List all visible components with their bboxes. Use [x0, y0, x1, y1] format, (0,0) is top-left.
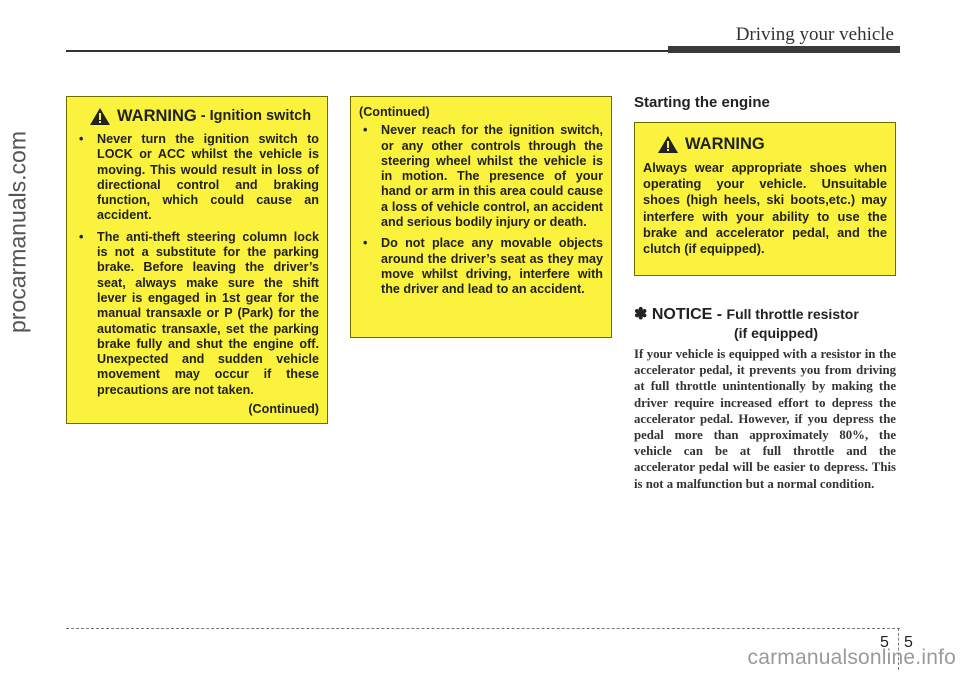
- warning-shoes-title: [657, 135, 887, 154]
- notice-body: If your vehicle is equipped with a resistor in the accelerator pedal, it prevents you from driving at full throttle unintentionally by making the driver require increased effort to depress the accelerator pedal. However, if you depress the pedal more than approximately 80%, the vehicle can be at full throttle and the accelerator pedal will be easier to depress. This is not a malfunction but a normal condition.: [634, 347, 896, 491]
- warning-shoes-text: Always wear appropriate shoes when operating your vehicle. Unsuitable shoes (high heels, ski boots,etc.) may interfere with your ability to use the brake and accelerator pedal, and the clutch (if equipped).: [643, 160, 887, 257]
- continued-label: (Continued): [248, 402, 319, 417]
- header-accent-bar: [668, 46, 900, 53]
- warning-ignition-list: [75, 132, 319, 398]
- section-heading-starting-engine: Starting the engine: [634, 94, 770, 111]
- warning-triangle-icon: [657, 135, 679, 154]
- warning-ignition-box: [66, 96, 328, 424]
- warning-continued-list: [359, 123, 603, 297]
- warning-subtitle: - Ignition switch: [200, 107, 312, 124]
- section-number: 5: [880, 634, 889, 651]
- list-item: • Do not place any movable objects around the driver’s seat as they may move whilst driving, interfere with the driver and lead to an accident.: [359, 236, 603, 297]
- warning-continued-box: [350, 96, 612, 338]
- list-item: • Never reach for the ignition switch, or any other controls through the steering wheel whilst the vehicle is in motion. The presence of your hand or arm in this area could cause a loss of vehicle control, an accident and serious bodily injury or death.: [359, 123, 603, 230]
- notice-subtitle-line2: (if equipped): [734, 325, 818, 341]
- warning-triangle-icon: [89, 107, 111, 126]
- notice-symbol: ✽: [634, 306, 648, 323]
- notice-subtitle-line1: Full throttle resistor: [726, 306, 859, 322]
- warning-label: WARNING: [685, 134, 765, 153]
- list-item: • The anti-theft steering column lock is not a substitute for the parking brake. Before leaving the driver’s seat, always make sure the shift lever is engaged in 1st gear for the manual transaxle or P (Park) for the automatic transaxle, set the parking brake fully and shut the engine off. Unexpected and sudden vehicle movement may occur if these precautions are not taken.: [75, 230, 319, 398]
- footer-watermark: carmanualsonline.info: [747, 646, 956, 669]
- notice-label: NOTICE -: [651, 306, 723, 323]
- continued-label: (Continued): [359, 105, 430, 119]
- warning-label: WARNING: [117, 106, 197, 125]
- notice-heading: [634, 304, 896, 341]
- side-watermark: [0, 42, 36, 422]
- list-item: • Never turn the ignition switch to LOCK or ACC whilst the vehicle is moving. This would result in loss of directional control and braking function, which could cause an accident.: [75, 132, 319, 224]
- page-header-title: Driving your vehicle: [735, 24, 894, 45]
- footer-rule: [66, 628, 900, 629]
- warning-shoes-box: [634, 122, 896, 276]
- warning-ignition-title: [89, 107, 319, 126]
- page-number: 5: [904, 634, 913, 651]
- side-watermark-text: procarmanuals.com: [4, 131, 31, 333]
